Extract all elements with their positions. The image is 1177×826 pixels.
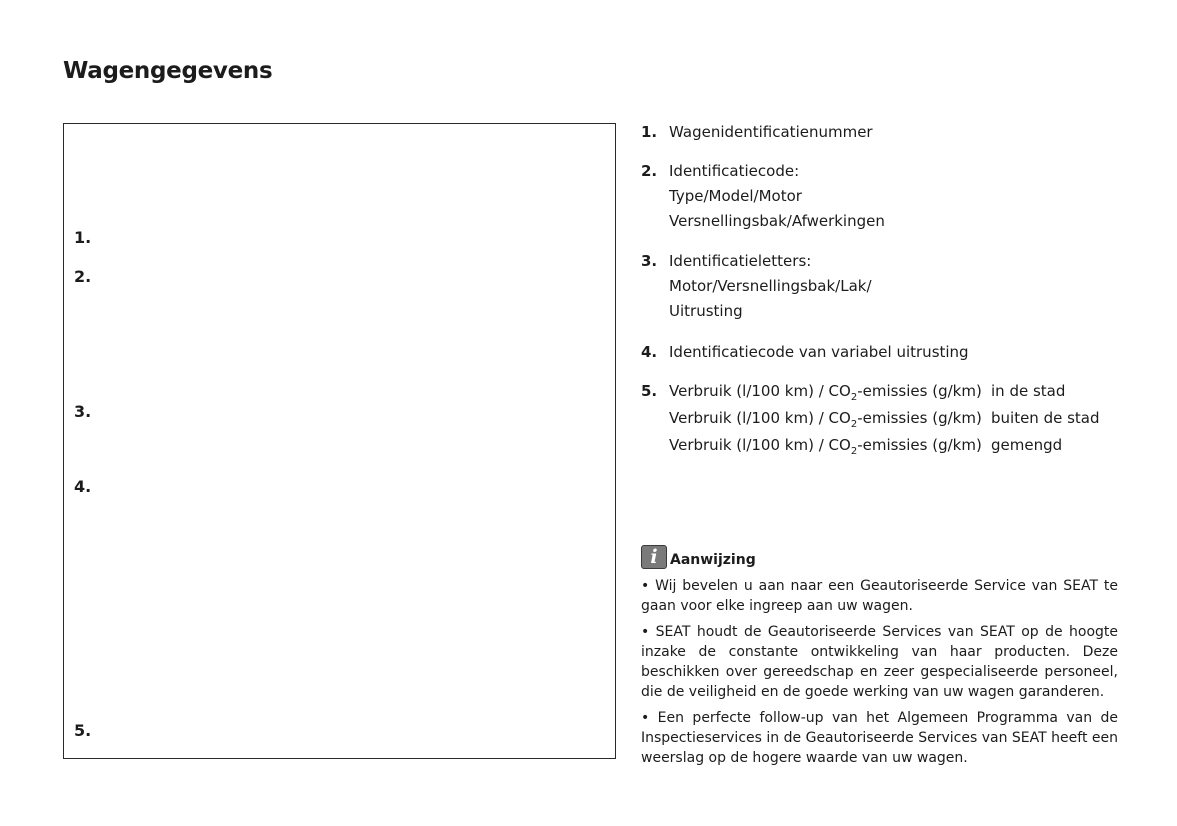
note-body (641, 576, 1118, 774)
legend-line: Versnellingsbak/Afwerkingen (669, 212, 885, 230)
consumption-rest: -emissies (g/km) (857, 436, 982, 454)
consumption-prefix: Verbruik (l/100 km) / CO (669, 436, 851, 454)
consumption-row (669, 379, 1100, 406)
note-paragraph: • Wij bevelen u aan naar een Geautoriseerde Service van SEAT te gaan voor elke ingreep aan uw wagen. (641, 578, 1118, 614)
note-title: Aanwijzing (670, 552, 756, 568)
consumption-suffix: gemengd (991, 436, 1063, 454)
legend-line: Wagenidentificatienummer (669, 123, 873, 141)
consumption-rest: -emissies (g/km) (857, 382, 982, 400)
info-icon (641, 545, 667, 569)
legend-number: 4. (641, 343, 658, 361)
consumption-row (669, 406, 1100, 433)
legend-line: Type/Model/Motor (669, 187, 802, 205)
vehicle-data-box (63, 123, 616, 759)
consumption-row (669, 433, 1100, 460)
legend-line: Uitrusting (669, 302, 743, 320)
consumption-prefix: Verbruik (l/100 km) / CO (669, 382, 851, 400)
info-icon-letter: i (650, 545, 658, 568)
box-number-4: 4. (74, 477, 92, 496)
note-paragraph: • Een perfecte follow-up van het Algemeen Programma van de Inspectieservices in de Geautoriseerde Services van SEAT heeft een weerslag op de hogere waarde van uw wagen. (641, 710, 1118, 766)
note-header (641, 543, 756, 569)
legend-line: Identificatiecode van variabel uitrusting (669, 343, 969, 361)
box-number-1: 1. (74, 228, 92, 247)
consumption-prefix: Verbruik (l/100 km) / CO (669, 409, 851, 427)
box-number-5: 5. (74, 721, 92, 740)
legend-number: 2. (641, 162, 658, 180)
legend-line: Motor/Versnellingsbak/Lak/ (669, 277, 872, 295)
consumption-suffix: in de stad (991, 382, 1066, 400)
co2-subscript: 2 (850, 446, 858, 457)
page-title: Wagengegevens (63, 58, 273, 84)
note-paragraph: • SEAT houdt de Geautoriseerde Services van SEAT op de hoogte inzake de constante ontwikkeling van haar producten. Deze beschikken over gereedschap en zeer gespecialiseerde personeel, die de veiligheid en de goede werking van uw wagen garanderen. (641, 624, 1118, 700)
box-number-2: 2. (74, 267, 92, 286)
legend-number: 3. (641, 252, 658, 270)
legend-number: 5. (641, 382, 658, 400)
box-number-3: 3. (74, 402, 92, 421)
legend-line: Identificatieletters: (669, 252, 812, 270)
co2-subscript: 2 (850, 419, 858, 430)
consumption-suffix: buiten de stad (991, 409, 1100, 427)
consumption-rest: -emissies (g/km) (857, 409, 982, 427)
co2-subscript: 2 (850, 392, 858, 403)
legend-line: Identificatiecode: (669, 162, 800, 180)
legend-number: 1. (641, 123, 658, 141)
